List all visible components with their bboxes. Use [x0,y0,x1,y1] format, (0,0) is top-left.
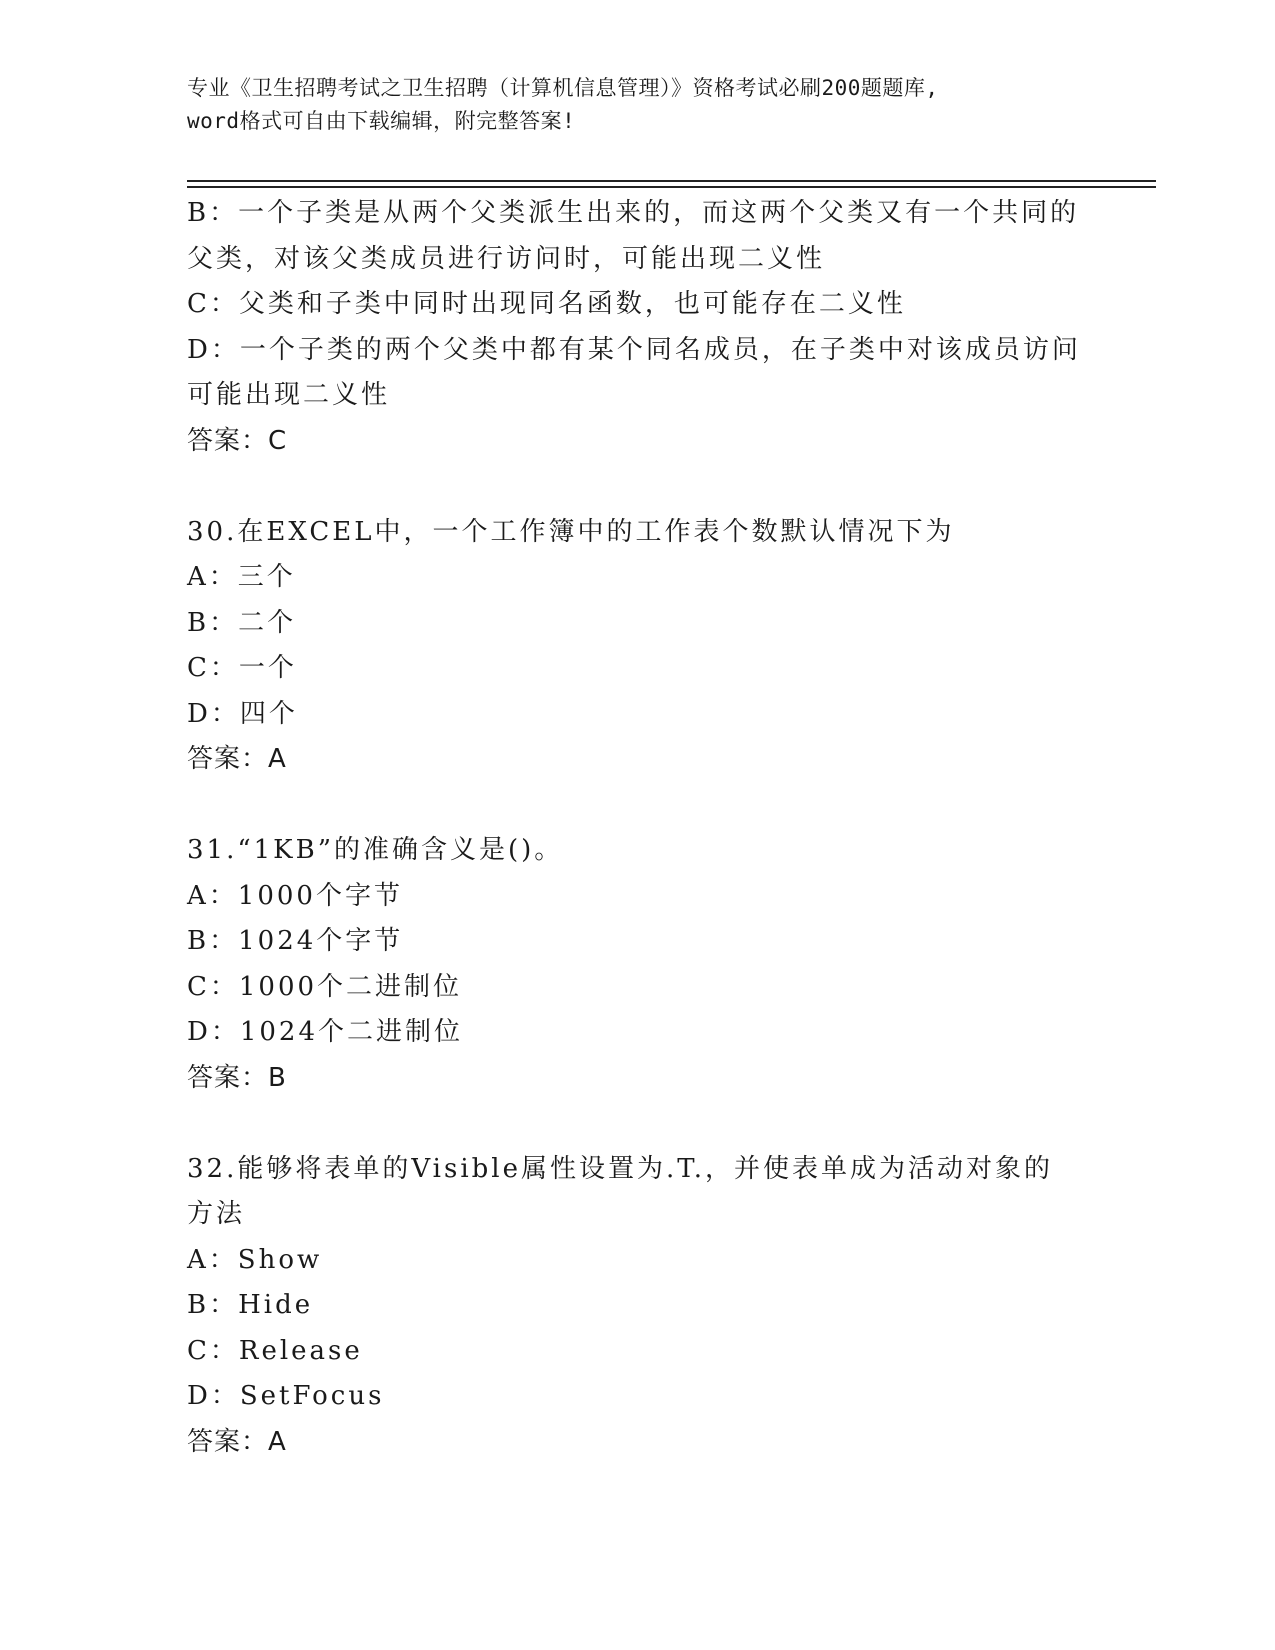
option-d: D：1024个二进制位 [187,1017,464,1047]
document-header [187,72,1087,138]
question-32 [187,1147,1087,1466]
option-b: B：1024个字节 [187,926,404,956]
question-stem-line-1: 32.能够将表单的Visible属性设置为.T.，并使表单成为活动对象的 [187,1153,1054,1184]
option-a: A：Show [187,1244,323,1275]
spacer [187,783,1087,829]
answer: 答案：A [187,1426,287,1457]
option-b-line-1: B：一个子类是从两个父类派生出来的，而这两个父类又有一个共同的 [187,198,1080,228]
question-31 [187,828,1087,1101]
option-d-line-1: D：一个子类的两个父类中都有某个同名成员，在子类中对该成员访问 [187,334,1081,365]
option-c: C：一个 [187,653,297,683]
spacer [187,464,1087,510]
question-stem: 30.在EXCEL中，一个工作簿中的工作表个数默认情况下为 [187,516,955,547]
question-stem: 31.“1KB”的准确含义是()。 [187,835,564,865]
continued-question [187,191,1087,464]
question-30 [187,510,1087,783]
question-content [187,191,1087,1465]
option-b: B：二个 [187,607,297,638]
option-a: A：1000个字节 [187,880,403,911]
header-title-line-2: word格式可自由下载编辑，附完整答案! [187,109,576,133]
option-c: C：父类和子类中同时出现同名函数，也可能存在二义性 [187,289,906,319]
header-title-line-1: 专业《卫生招聘考试之卫生招聘（计算机信息管理）》资格考试必刷200题题库, [187,76,939,100]
option-b: B：Hide [187,1290,314,1320]
option-c: C：1000个二进制位 [187,971,463,1002]
option-c: C：Release [187,1335,363,1366]
answer: 答案：B [187,1062,287,1093]
option-a: A：三个 [187,562,296,592]
option-d: D：四个 [187,698,298,729]
option-b-line-2: 父类，对该父类成员进行访问时，可能出现二义性 [187,243,826,274]
question-stem-line-2: 方法 [187,1199,246,1229]
header-divider-bottom [187,186,1156,188]
spacer [187,1101,1087,1147]
header-divider-top [187,180,1156,182]
option-d-line-2: 可能出现二义性 [187,380,391,410]
answer: 答案：C [187,425,288,456]
answer: 答案：A [187,744,287,774]
option-d: D：SetFocus [187,1381,385,1411]
